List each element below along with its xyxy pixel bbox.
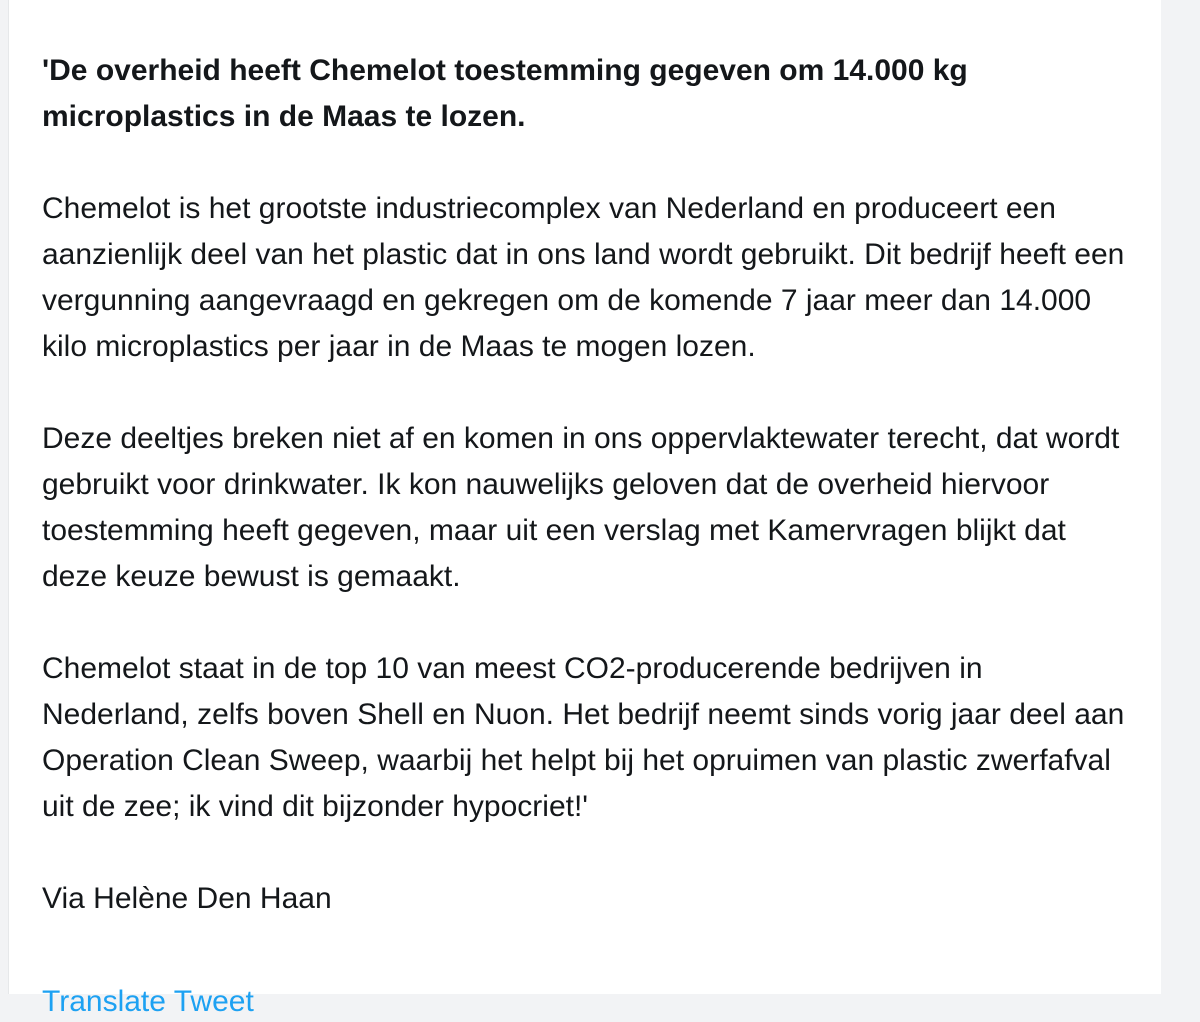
tweet-byline: Via Helène Den Haan: [42, 882, 332, 915]
translate-tweet-link[interactable]: Translate Tweet: [42, 985, 254, 1018]
tweet-card: [8, 0, 1162, 1018]
tweet-paragraph-3: Chemelot staat in de top 10 van meest CO2-producerende bedrijven in Nederland, zelfs boven Shell en Nuon. Het bedrijf neemt sinds vorig jaar deel aan Operation Clean Sweep, waarbij het helpt bij het opruimen van plastic zwerfafval uit de zee; ik vind dit bijzonder hypocriet!': [42, 652, 1125, 823]
tweet-body: [42, 48, 1132, 922]
tweet-paragraph-2: Deze deeltjes breken niet af en komen in ons oppervlaktewater terecht, dat wordt gebruikt voor drinkwater. Ik kon nauwelijks geloven dat de overheid hiervoor toestemming heeft gegeven, maar uit een verslag met Kamervragen blijkt dat deze keuze bewust is gemaakt.: [42, 422, 1120, 593]
tweet-headline: 'De overheid heeft Chemelot toestemming gegeven om 14.000 kg microplastics in de Maas te lozen.: [42, 54, 968, 133]
page-gutter: [1161, 0, 1200, 994]
tweet-paragraph-1: Chemelot is het grootste industriecomplex van Nederland en produceert een aanzienlijk deel van het plastic dat in ons land wordt gebruikt. Dit bedrijf heeft een vergunning aangevraagd en gekregen om de komende 7 jaar meer dan 14.000 kilo microplastics per jaar in de Maas te mogen lozen.: [42, 192, 1125, 363]
